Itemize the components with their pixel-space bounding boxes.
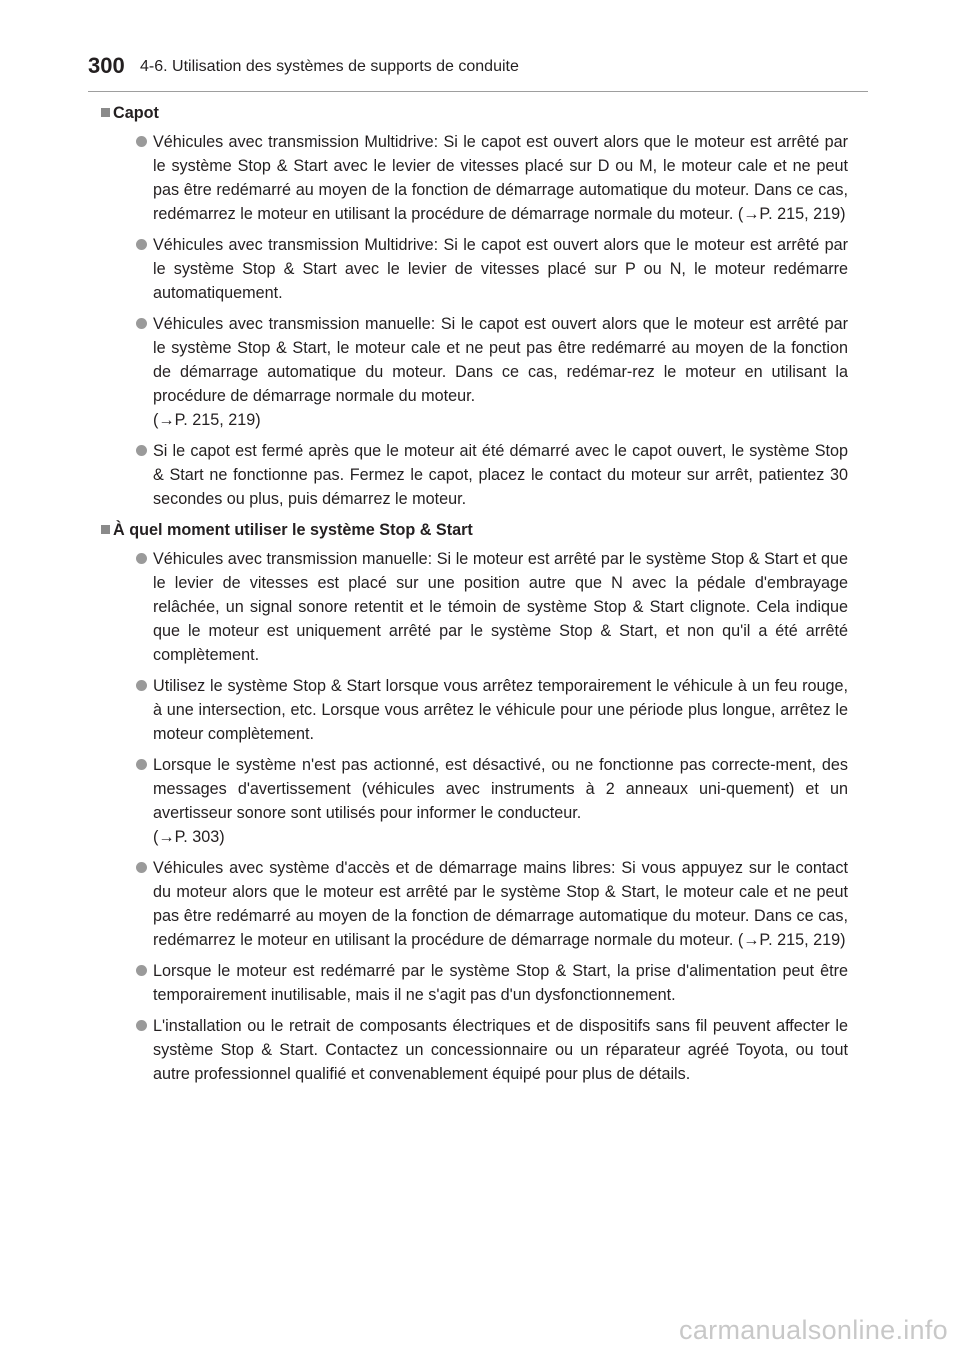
circle-bullet-icon bbox=[136, 1020, 147, 1031]
circle-bullet-icon bbox=[136, 445, 147, 456]
section-heading-text: À quel moment utiliser le système Stop & Start bbox=[113, 521, 473, 539]
header-divider bbox=[88, 91, 868, 92]
bullet-text: Utilisez le système Stop & Start lorsque vous arrêtez temporairement le véhicule à un feu rouge, à une intersection, etc. Lorsque vous arrêtez le véhicule pour une période plus longue, arrêtez le moteur complètement. bbox=[153, 677, 848, 743]
circle-bullet-icon bbox=[136, 862, 147, 873]
bullet-item bbox=[153, 439, 848, 511]
page-number: 300 bbox=[88, 53, 125, 78]
circle-bullet-icon bbox=[136, 318, 147, 329]
page-reference: (→P. 215, 219) bbox=[153, 411, 261, 429]
circle-bullet-icon bbox=[136, 759, 147, 770]
bullet-item bbox=[153, 674, 848, 746]
bullet-text: Véhicules avec système d'accès et de démarrage mains libres: Si vous appuyez sur le contact du moteur alors que le moteur est arrêté par le système Stop & Start, le moteur cale et ne peut pas être redémarré au moyen de la fonction de démarrage automatique du moteur. Dans ce cas, redémarrez le moteur en utilisant la procédure de démarrage normale du moteur. (→P. 215, 219) bbox=[153, 859, 848, 949]
circle-bullet-icon bbox=[136, 965, 147, 976]
bullet-text: Véhicules avec transmission manuelle: Si le capot est ouvert alors que le moteur est arrêté par le système Stop & Start, le moteur cale et ne peut pas être redémarré au moyen de la fonction de démarrage automatique du moteur. Dans ce cas, redémar-rez le moteur en utilisant la procédure de démarrage normale du moteur. bbox=[153, 315, 848, 405]
bullet-item bbox=[153, 753, 848, 849]
square-bullet-icon bbox=[101, 108, 110, 117]
page-content bbox=[0, 101, 960, 1093]
bullet-text: L'installation ou le retrait de composants électriques et de dispositifs sans fil peuvent affecter le système Stop & Start. Contactez un concessionnaire ou un réparateur agréé Toyota, ou tout autre professionnel qualifié et convenablement équipé pour plus de détails. bbox=[153, 1017, 848, 1083]
circle-bullet-icon bbox=[136, 553, 147, 564]
bullet-item bbox=[153, 856, 848, 952]
watermark: carmanualsonline.info bbox=[679, 1315, 948, 1345]
bullet-text: Lorsque le système n'est pas actionné, est désactivé, ou ne fonctionne pas correcte-ment, des messages d'avertissement (véhicules avec instruments à 2 anneaux uni-quement) et un avertisseur sonore sont utilisés pour informer le conducteur. bbox=[153, 756, 848, 822]
section-heading bbox=[113, 518, 848, 542]
bullet-item bbox=[153, 1014, 848, 1086]
chapter-title: 4-6. Utilisation des systèmes de supports de conduite bbox=[140, 58, 519, 75]
bullet-item bbox=[153, 130, 848, 226]
bullet-item bbox=[153, 312, 848, 432]
bullet-text: Véhicules avec transmission Multidrive: Si le capot est ouvert alors que le moteur est arrêté par le système Stop & Start avec le levier de vitesses placé sur P ou N, le moteur redémarre automatiquement. bbox=[153, 236, 848, 302]
circle-bullet-icon bbox=[136, 680, 147, 691]
bullet-text: Si le capot est fermé après que le moteur ait été démarré avec le capot ouvert, le système Stop & Start ne fonctionne pas. Fermez le capot, placez le contact du moteur sur arrêt, patientez 30 secondes ou plus, puis démarrez le moteur. bbox=[153, 442, 848, 508]
bullet-text: Véhicules avec transmission Multidrive: Si le capot est ouvert alors que le moteur est arrêté par le système Stop & Start avec le levier de vitesses placé sur D ou M, le moteur cale et ne peut pas être redémarré au moyen de la fonction de démarrage automatique du moteur. Dans ce cas, redémarrez le moteur en utilisant la procédure de démarrage normale du moteur. (→P. 215, 219) bbox=[153, 133, 848, 223]
page-reference: (→P. 303) bbox=[153, 828, 225, 846]
bullet-item bbox=[153, 233, 848, 305]
section-heading bbox=[113, 101, 848, 125]
bullet-text: Véhicules avec transmission manuelle: Si le moteur est arrêté par le système Stop & Start et que le levier de vitesses est placé sur une position autre que N avec la pédale d'embrayage relâchée, un signal sonore retentit et le témoin de système Stop & Start clignote. Cela indique que le moteur est uniquement arrêté par le système Stop & Start, et non qu'il a été arrêté complètement. bbox=[153, 550, 848, 664]
bullet-item bbox=[153, 547, 848, 667]
bullet-item bbox=[153, 959, 848, 1007]
circle-bullet-icon bbox=[136, 136, 147, 147]
circle-bullet-icon bbox=[136, 239, 147, 250]
bullet-text: Lorsque le moteur est redémarré par le système Stop & Start, la prise d'alimentation peut être temporairement inutilisable, mais il ne s'agit pas d'un dysfonctionnement. bbox=[153, 962, 848, 1004]
section-heading-text: Capot bbox=[113, 104, 159, 122]
page-header bbox=[88, 52, 868, 86]
square-bullet-icon bbox=[101, 525, 110, 534]
